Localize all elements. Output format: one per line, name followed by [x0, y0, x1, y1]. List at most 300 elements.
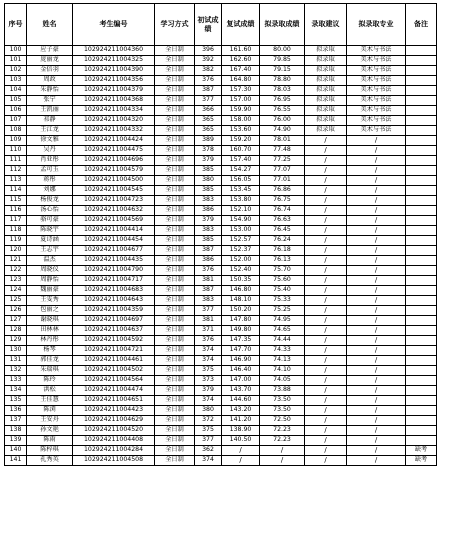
- cell-name: 林丹彤: [27, 336, 73, 346]
- cell-study-mode: 全日制: [155, 316, 195, 326]
- cell-major: /: [347, 156, 406, 166]
- cell-final-score: 75.40: [260, 286, 305, 296]
- cell-suggestion: /: [305, 246, 347, 256]
- cell-remarks: [406, 116, 437, 126]
- cell-remarks: [406, 156, 437, 166]
- cell-initial-score: 365: [195, 126, 222, 136]
- table-row: [5, 266, 437, 276]
- cell-suggestion: /: [305, 296, 347, 306]
- cell-major: /: [347, 306, 406, 316]
- cell-exam-id: 102924211004475: [73, 146, 155, 156]
- table-row: [5, 116, 437, 126]
- cell-suggestion: /: [305, 166, 347, 176]
- cell-final-score: 76.75: [260, 196, 305, 206]
- cell-major: 美术与书法: [347, 76, 406, 86]
- cell-final-score: 75.70: [260, 266, 305, 276]
- cell-exam-id: 102924211004368: [73, 96, 155, 106]
- cell-suggestion: 拟录取: [305, 106, 347, 116]
- cell-suggestion: 拟录取: [305, 126, 347, 136]
- cell-initial-score: 375: [195, 426, 222, 436]
- cell-final-score: 75.60: [260, 276, 305, 286]
- cell-name: 陈玲: [27, 376, 73, 386]
- cell-initial-score: 376: [195, 336, 222, 346]
- cell-initial-score: 383: [195, 226, 222, 236]
- table-row: [5, 86, 437, 96]
- cell-final-score: 77.07: [260, 166, 305, 176]
- cell-major: /: [347, 256, 406, 266]
- cell-final-score: 79.85: [260, 56, 305, 66]
- cell-major: /: [347, 376, 406, 386]
- header-col-final-score: 拟录取成绩: [260, 4, 305, 46]
- cell-name: 孙文艳: [27, 426, 73, 436]
- cell-major: /: [347, 206, 406, 216]
- cell-name: 谢晓琪: [27, 316, 73, 326]
- table-row: [5, 326, 437, 336]
- cell-remarks: [406, 346, 437, 356]
- cell-final-score: 76.95: [260, 96, 305, 106]
- cell-initial-score: 374: [195, 356, 222, 366]
- cell-major: 美术与书法: [347, 96, 406, 106]
- cell-name: 王凯丽: [27, 106, 73, 116]
- cell-final-score: 73.50: [260, 396, 305, 406]
- cell-name: 周静怡: [27, 276, 73, 286]
- cell-remarks: [406, 136, 437, 146]
- table-row: [5, 406, 437, 416]
- table-row: [5, 166, 437, 176]
- cell-major: /: [347, 196, 406, 206]
- cell-remarks: [406, 386, 437, 396]
- table-row: [5, 56, 437, 66]
- cell-exam-id: 102924211004643: [73, 296, 155, 306]
- cell-remarks: [406, 406, 437, 416]
- cell-major: /: [347, 436, 406, 446]
- cell-remarks: [406, 366, 437, 376]
- table-row: [5, 236, 437, 246]
- cell-exam-id: 102924211004592: [73, 336, 155, 346]
- cell-initial-score: 371: [195, 326, 222, 336]
- cell-final-score: 72.23: [260, 436, 305, 446]
- cell-remarks: [406, 206, 437, 216]
- table-row: [5, 106, 437, 116]
- cell-retest-score: 140.50: [222, 436, 260, 446]
- cell-name: 陈梓琪: [27, 446, 73, 456]
- cell-suggestion: /: [305, 206, 347, 216]
- table-row: [5, 296, 437, 306]
- cell-initial-score: 387: [195, 286, 222, 296]
- cell-final-score: 74.44: [260, 336, 305, 346]
- cell-study-mode: 全日制: [155, 186, 195, 196]
- cell-remarks: [406, 376, 437, 386]
- cell-suggestion: /: [305, 216, 347, 226]
- cell-study-mode: 全日制: [155, 296, 195, 306]
- cell-index: 117: [5, 216, 27, 226]
- cell-major: /: [347, 236, 406, 246]
- cell-retest-score: 146.40: [222, 366, 260, 376]
- cell-final-score: 74.33: [260, 346, 305, 356]
- cell-initial-score: 366: [195, 106, 222, 116]
- cell-index: 118: [5, 226, 27, 236]
- cell-study-mode: 全日制: [155, 76, 195, 86]
- cell-index: 125: [5, 296, 27, 306]
- cell-initial-score: 381: [195, 276, 222, 286]
- cell-name: 陈雨: [27, 436, 73, 446]
- cell-exam-id: 102924211004696: [73, 156, 155, 166]
- cell-name: 骆可豪: [27, 216, 73, 226]
- cell-study-mode: 全日制: [155, 396, 195, 406]
- cell-study-mode: 全日制: [155, 176, 195, 186]
- cell-retest-score: 157.30: [222, 86, 260, 96]
- table-row: [5, 66, 437, 76]
- cell-suggestion: 拟录取: [305, 56, 347, 66]
- table-row: [5, 426, 437, 436]
- cell-name: 孔秀英: [27, 456, 73, 466]
- table-row: [5, 386, 437, 396]
- cell-index: 108: [5, 126, 27, 136]
- cell-initial-score: 387: [195, 246, 222, 256]
- cell-retest-score: 144.60: [222, 396, 260, 406]
- cell-remarks: [406, 416, 437, 426]
- cell-study-mode: 全日制: [155, 446, 195, 456]
- cell-initial-score: 377: [195, 436, 222, 446]
- table-row: [5, 216, 437, 226]
- cell-remarks: [406, 86, 437, 96]
- cell-name: 洪松: [27, 386, 73, 396]
- header-col-major: 拟录取专业: [347, 4, 406, 46]
- cell-retest-score: 152.00: [222, 256, 260, 266]
- cell-major: /: [347, 316, 406, 326]
- cell-retest-score: 150.35: [222, 276, 260, 286]
- cell-index: 133: [5, 376, 27, 386]
- cell-remarks: [406, 126, 437, 136]
- cell-retest-score: 146.90: [222, 356, 260, 366]
- cell-study-mode: 全日制: [155, 106, 195, 116]
- cell-remarks: [406, 296, 437, 306]
- cell-index: 111: [5, 156, 27, 166]
- cell-exam-id: 102924211004474: [73, 386, 155, 396]
- cell-name: 祁静: [27, 116, 73, 126]
- cell-name: 徐文雅: [27, 136, 73, 146]
- cell-remarks: [406, 196, 437, 206]
- cell-exam-id: 102924211004379: [73, 86, 155, 96]
- cell-remarks: [406, 396, 437, 406]
- cell-exam-id: 102924211004356: [73, 76, 155, 86]
- header-col-study-mode: 学习方式: [155, 4, 195, 46]
- cell-suggestion: /: [305, 286, 347, 296]
- cell-name: 张宁: [27, 96, 73, 106]
- cell-suggestion: /: [305, 276, 347, 286]
- cell-retest-score: 149.80: [222, 326, 260, 336]
- cell-initial-score: 380: [195, 406, 222, 416]
- cell-exam-id: 102924211004435: [73, 256, 155, 266]
- cell-retest-score: 138.90: [222, 426, 260, 436]
- cell-final-score: 74.90: [260, 126, 305, 136]
- cell-final-score: 78.80: [260, 76, 305, 86]
- cell-initial-score: 374: [195, 456, 222, 466]
- cell-initial-score: 375: [195, 366, 222, 376]
- header-row: [5, 4, 437, 46]
- cell-name: 金倍羽: [27, 66, 73, 76]
- cell-remarks: [406, 96, 437, 106]
- cell-initial-score: 383: [195, 296, 222, 306]
- cell-initial-score: 374: [195, 396, 222, 406]
- cell-index: 112: [5, 166, 27, 176]
- cell-suggestion: /: [305, 346, 347, 356]
- table-row: [5, 196, 437, 206]
- cell-major: /: [347, 136, 406, 146]
- cell-remarks: [406, 106, 437, 116]
- cell-index: 128: [5, 326, 27, 336]
- cell-final-score: 73.50: [260, 406, 305, 416]
- cell-major: /: [347, 176, 406, 186]
- cell-retest-score: 153.00: [222, 226, 260, 236]
- table-row: [5, 156, 437, 166]
- cell-index: 120: [5, 246, 27, 256]
- cell-final-score: 76.24: [260, 236, 305, 246]
- cell-exam-id: 102924211004325: [73, 56, 155, 66]
- cell-initial-score: 389: [195, 136, 222, 146]
- cell-initial-score: 386: [195, 206, 222, 216]
- cell-name: 肖亚彤: [27, 156, 73, 166]
- cell-major: /: [347, 426, 406, 436]
- cell-initial-score: 386: [195, 256, 222, 266]
- cell-remarks: [406, 256, 437, 266]
- cell-study-mode: 全日制: [155, 156, 195, 166]
- cell-retest-score: 167.40: [222, 66, 260, 76]
- cell-major: /: [347, 266, 406, 276]
- cell-retest-score: 152.40: [222, 266, 260, 276]
- table-row: [5, 456, 437, 466]
- cell-remarks: [406, 336, 437, 346]
- cell-index: 126: [5, 306, 27, 316]
- cell-study-mode: 全日制: [155, 256, 195, 266]
- header-col-name: 姓名: [27, 4, 73, 46]
- cell-index: 113: [5, 176, 27, 186]
- cell-initial-score: 385: [195, 166, 222, 176]
- cell-study-mode: 全日制: [155, 46, 195, 56]
- cell-final-score: 75.25: [260, 306, 305, 316]
- cell-remarks: [406, 236, 437, 246]
- cell-suggestion: 拟录取: [305, 96, 347, 106]
- cell-study-mode: 全日制: [155, 426, 195, 436]
- cell-initial-score: 385: [195, 186, 222, 196]
- cell-name: 夏诗涵: [27, 236, 73, 246]
- cell-retest-score: 147.80: [222, 316, 260, 326]
- cell-study-mode: 全日制: [155, 376, 195, 386]
- cell-retest-score: 147.00: [222, 376, 260, 386]
- cell-index: 130: [5, 346, 27, 356]
- table-row: [5, 416, 437, 426]
- cell-index: 107: [5, 116, 27, 126]
- cell-final-score: 76.00: [260, 116, 305, 126]
- table-row: [5, 256, 437, 266]
- cell-major: /: [347, 276, 406, 286]
- cell-suggestion: /: [305, 316, 347, 326]
- cell-study-mode: 全日制: [155, 236, 195, 246]
- cell-initial-score: 376: [195, 266, 222, 276]
- cell-initial-score: 382: [195, 66, 222, 76]
- cell-study-mode: 全日制: [155, 136, 195, 146]
- cell-exam-id: 102924211004723: [73, 196, 155, 206]
- cell-name: 周政: [27, 76, 73, 86]
- table-row: [5, 126, 437, 136]
- cell-retest-score: /: [222, 456, 260, 466]
- cell-remarks: 缺考: [406, 446, 437, 456]
- cell-final-score: 76.63: [260, 216, 305, 226]
- cell-final-score: /: [260, 446, 305, 456]
- cell-suggestion: /: [305, 416, 347, 426]
- cell-suggestion: /: [305, 266, 347, 276]
- cell-retest-score: 146.80: [222, 286, 260, 296]
- cell-name: 王安舟: [27, 416, 73, 426]
- table-row: [5, 346, 437, 356]
- cell-suggestion: /: [305, 426, 347, 436]
- cell-initial-score: 377: [195, 96, 222, 106]
- cell-major: /: [347, 416, 406, 426]
- cell-major: 美术与书法: [347, 106, 406, 116]
- cell-index: 123: [5, 276, 27, 286]
- cell-study-mode: 全日制: [155, 436, 195, 446]
- table-row: [5, 186, 437, 196]
- cell-exam-id: 102924211004414: [73, 226, 155, 236]
- cell-major: /: [347, 166, 406, 176]
- cell-final-score: 78.03: [260, 86, 305, 96]
- cell-remarks: [406, 436, 437, 446]
- cell-suggestion: /: [305, 336, 347, 346]
- cell-name: 王江龙: [27, 126, 73, 136]
- cell-study-mode: 全日制: [155, 366, 195, 376]
- cell-initial-score: 377: [195, 306, 222, 316]
- cell-major: 美术与书法: [347, 46, 406, 56]
- cell-retest-score: 164.80: [222, 76, 260, 86]
- cell-retest-score: /: [222, 446, 260, 456]
- cell-major: /: [347, 326, 406, 336]
- cell-major: 美术与书法: [347, 86, 406, 96]
- cell-major: /: [347, 246, 406, 256]
- cell-remarks: [406, 286, 437, 296]
- cell-index: 137: [5, 416, 27, 426]
- cell-exam-id: 102924211004334: [73, 106, 155, 116]
- cell-initial-score: 396: [195, 46, 222, 56]
- cell-study-mode: 全日制: [155, 166, 195, 176]
- cell-name: 陈晓宇: [27, 226, 73, 236]
- table-row: [5, 336, 437, 346]
- cell-remarks: [406, 226, 437, 236]
- cell-remarks: [406, 146, 437, 156]
- cell-index: 100: [5, 46, 27, 56]
- cell-exam-id: 102924211004637: [73, 326, 155, 336]
- cell-study-mode: 全日制: [155, 206, 195, 216]
- cell-index: 138: [5, 426, 27, 436]
- cell-index: 104: [5, 86, 27, 96]
- cell-remarks: [406, 306, 437, 316]
- cell-major: /: [347, 386, 406, 396]
- cell-retest-score: 154.90: [222, 216, 260, 226]
- cell-study-mode: 全日制: [155, 386, 195, 396]
- cell-major: /: [347, 186, 406, 196]
- cell-study-mode: 全日制: [155, 226, 195, 236]
- cell-suggestion: /: [305, 136, 347, 146]
- table-row: [5, 226, 437, 236]
- cell-exam-id: 102924211004424: [73, 136, 155, 146]
- cell-initial-score: 383: [195, 196, 222, 206]
- cell-major: 美术与书法: [347, 126, 406, 136]
- table-row: [5, 276, 437, 286]
- cell-index: 124: [5, 286, 27, 296]
- cell-index: 139: [5, 436, 27, 446]
- cell-exam-id: 102924211004502: [73, 366, 155, 376]
- cell-exam-id: 102924211004320: [73, 116, 155, 126]
- cell-exam-id: 102924211004360: [73, 46, 155, 56]
- cell-retest-score: 159.90: [222, 106, 260, 116]
- cell-suggestion: 拟录取: [305, 76, 347, 86]
- header-col-remarks: 备注: [406, 4, 437, 46]
- cell-remarks: [406, 266, 437, 276]
- cell-initial-score: 380: [195, 176, 222, 186]
- cell-suggestion: 拟录取: [305, 86, 347, 96]
- cell-exam-id: 102924211004332: [73, 126, 155, 136]
- cell-suggestion: /: [305, 436, 347, 446]
- cell-suggestion: /: [305, 176, 347, 186]
- cell-exam-id: 102924211004454: [73, 236, 155, 246]
- cell-remarks: [406, 176, 437, 186]
- cell-major: /: [347, 406, 406, 416]
- table-row: [5, 446, 437, 456]
- table-row: [5, 366, 437, 376]
- cell-exam-id: 102924211004284: [73, 446, 155, 456]
- cell-suggestion: /: [305, 326, 347, 336]
- cell-remarks: [406, 56, 437, 66]
- cell-remarks: 缺考: [406, 456, 437, 466]
- cell-remarks: [406, 166, 437, 176]
- cell-retest-score: 160.70: [222, 146, 260, 156]
- cell-exam-id: 102924211004651: [73, 396, 155, 406]
- cell-exam-id: 102924211004408: [73, 436, 155, 446]
- cell-remarks: [406, 216, 437, 226]
- cell-suggestion: /: [305, 386, 347, 396]
- cell-name: 温杰: [27, 256, 73, 266]
- cell-remarks: [406, 246, 437, 256]
- table-row: [5, 396, 437, 406]
- cell-initial-score: 376: [195, 76, 222, 86]
- cell-study-mode: 全日制: [155, 456, 195, 466]
- cell-retest-score: 141.20: [222, 416, 260, 426]
- cell-remarks: [406, 326, 437, 336]
- cell-exam-id: 102924211004632: [73, 206, 155, 216]
- cell-retest-score: 148.10: [222, 296, 260, 306]
- cell-index: 135: [5, 396, 27, 406]
- cell-index: 101: [5, 56, 27, 66]
- cell-index: 106: [5, 106, 27, 116]
- cell-final-score: 80.00: [260, 46, 305, 56]
- cell-index: 102: [5, 66, 27, 76]
- cell-suggestion: /: [305, 406, 347, 416]
- cell-exam-id: 102924211004545: [73, 186, 155, 196]
- cell-retest-score: 143.70: [222, 386, 260, 396]
- cell-study-mode: 全日制: [155, 306, 195, 316]
- cell-suggestion: /: [305, 196, 347, 206]
- cell-initial-score: 374: [195, 346, 222, 356]
- cell-suggestion: /: [305, 356, 347, 366]
- cell-major: 美术与书法: [347, 56, 406, 66]
- cell-suggestion: /: [305, 236, 347, 246]
- cell-major: 美术与书法: [347, 66, 406, 76]
- admission-table: [4, 3, 437, 466]
- cell-final-score: 76.55: [260, 106, 305, 116]
- cell-exam-id: 102924211004717: [73, 276, 155, 286]
- cell-name: 田林林: [27, 326, 73, 336]
- table-row: [5, 316, 437, 326]
- cell-final-score: 79.15: [260, 66, 305, 76]
